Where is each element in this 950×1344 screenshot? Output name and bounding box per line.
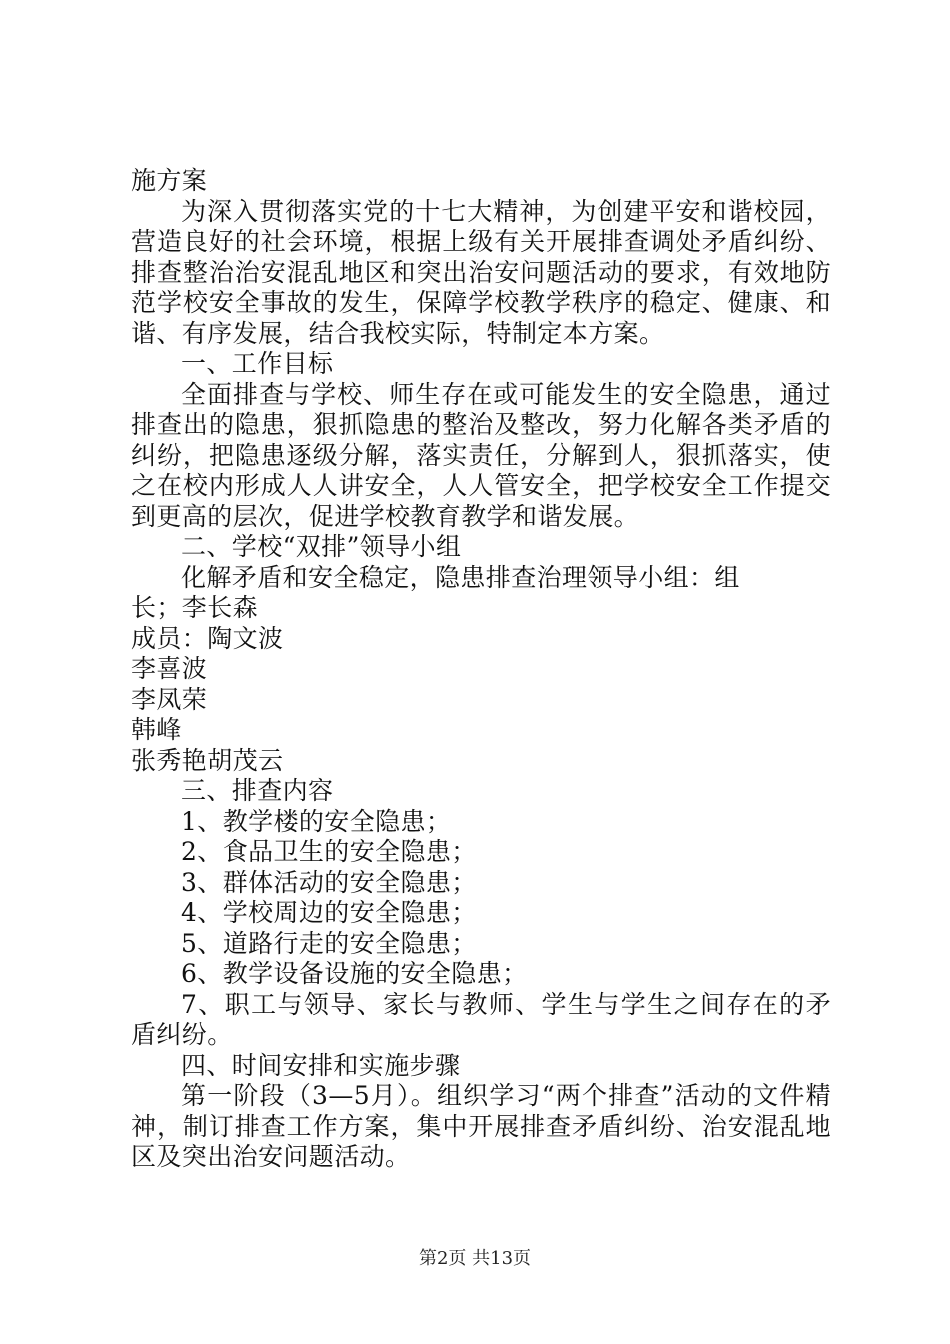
list-item: 3、群体活动的安全隐患； [181, 867, 477, 897]
document-body [131, 166, 831, 1173]
section-heading-leadership: 二、学校“双排”领导小组 [181, 532, 462, 561]
list-item: 6、教学设备设施的安全隐患； [181, 959, 528, 988]
member-name: 韩峰 [131, 715, 182, 744]
list-item: 1、教学楼的安全隐患； [181, 806, 452, 836]
member-list-start: 成员：陶文波 [131, 623, 284, 653]
section-heading-inspection: 三、排查内容 [181, 776, 334, 805]
paragraph-intro: 为深入贯彻落实党的十七大精神，为创建平安和谐校园，营造良好的社会环境，根据上级有关开展排查调处矛盾纠纷、排查整治治安混乱地区和突出治安问题活动的要求，有效地防范学校安全事故的发生，保障学校教学秩序的稳定、健康、和谐、有序发展，结合我校实际，特制定本方案。 [131, 196, 831, 348]
list-item: 7、职工与领导、家长与教师、学生与学生之间存在的矛盾纠纷。 [131, 989, 831, 1049]
paragraph-leadership-group: 化解矛盾和安全稳定，隐患排查治理领导小组：组 [181, 562, 740, 592]
member-name: 李凤荣 [131, 684, 208, 714]
list-item: 4、学校周边的安全隐患； [181, 898, 477, 927]
section-heading-schedule: 四、时间安排和实施步骤 [181, 1050, 461, 1080]
paragraph-title-tail: 施方案 [131, 166, 208, 195]
list-item: 2、食品卫生的安全隐患； [181, 837, 477, 866]
leader-name: 长；李长森 [131, 593, 259, 622]
page-footer: 第2页 共13页 [418, 1248, 532, 1269]
paragraph-phase-one: 第一阶段（3—5月）。组织学习“两个排查”活动的文件精神，制订排查工作方案，集中开展排查矛盾纠纷、治安混乱地区及突出治安问题活动。 [131, 1081, 831, 1171]
section-heading-goals: 一、工作目标 [181, 349, 334, 378]
member-name: 李喜波 [131, 654, 208, 683]
paragraph-goals: 全面排查与学校、师生存在或可能发生的安全隐患，通过排查出的隐患，狠抓隐患的整治及整改，努力化解各类矛盾的纠纷，把隐患逐级分解，落实责任，分解到人，狠抓落实，使之在校内形成人人讲安全，人人管安全，把学校安全工作提交到更高的层次，促进学校教育教学和谐发展。 [131, 379, 831, 531]
list-item: 5、道路行走的安全隐患； [181, 928, 477, 958]
member-name: 张秀艳胡茂云 [131, 745, 284, 775]
